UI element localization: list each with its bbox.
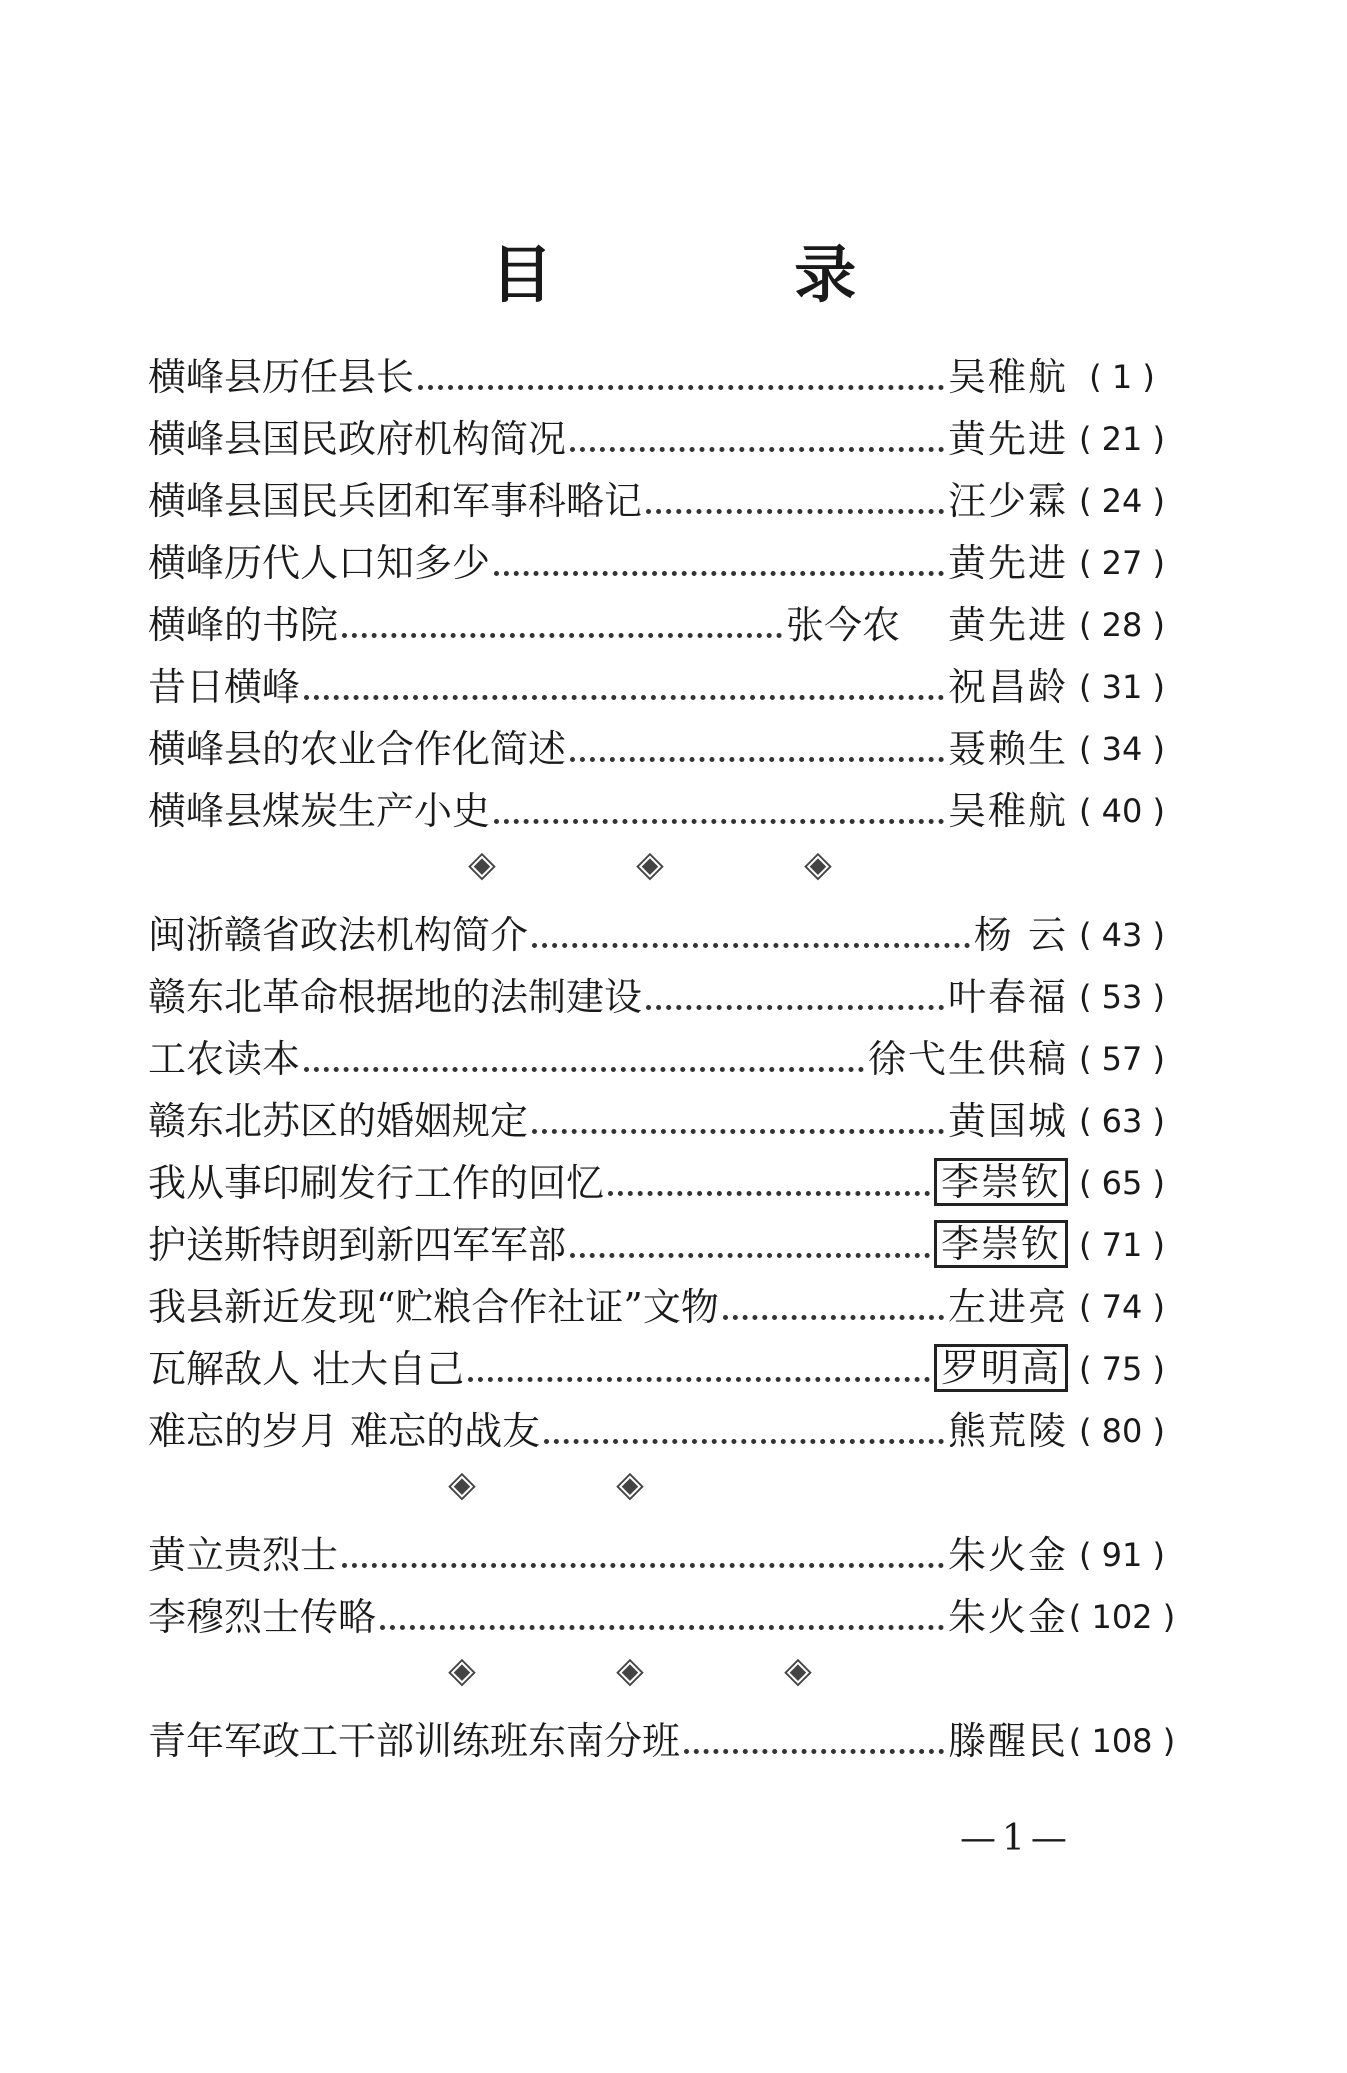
entry-page: ( 65 ) bbox=[1078, 1164, 1166, 1202]
entry-title: 横峰县的农业合作化简述 bbox=[148, 727, 567, 771]
entry-title: 瓦解敌人 壮大自己 bbox=[148, 1347, 465, 1391]
entry-page: ( 28 ) bbox=[1078, 606, 1166, 644]
toc-entry bbox=[148, 1144, 1176, 1206]
dot-leader bbox=[570, 1253, 930, 1258]
toc-entry bbox=[148, 1330, 1176, 1392]
entry-title: 横峰历代人口知多少 bbox=[148, 541, 491, 585]
toc-entry bbox=[148, 1206, 1176, 1268]
ornament-icon: ◈ bbox=[636, 844, 664, 885]
entry-page: ( 63 ) bbox=[1078, 1102, 1166, 1140]
entry-author: 朱火金 bbox=[947, 1533, 1068, 1577]
entry-title: 赣东北苏区的婚姻规定 bbox=[148, 1099, 529, 1143]
dot-leader bbox=[468, 1377, 930, 1382]
table-of-contents bbox=[148, 338, 1176, 1764]
section-separator bbox=[148, 1454, 1176, 1516]
entry-author: 黄先进 bbox=[947, 603, 1068, 647]
toc-entry bbox=[148, 462, 1176, 524]
entry-title: 李穆烈士传略 bbox=[148, 1595, 377, 1639]
dot-leader bbox=[532, 1129, 944, 1134]
entry-page: ( 57 ) bbox=[1078, 1040, 1166, 1078]
dot-leader bbox=[608, 1191, 930, 1196]
entry-page: ( 71 ) bbox=[1078, 1226, 1166, 1264]
entry-page: ( 108 ) bbox=[1068, 1722, 1176, 1760]
entry-title: 黄立贵烈士 bbox=[148, 1533, 339, 1577]
entry-author-boxed: 罗明高 bbox=[934, 1344, 1068, 1392]
entry-page: ( 102 ) bbox=[1068, 1598, 1176, 1636]
toc-entry bbox=[148, 1702, 1176, 1764]
toc-entry bbox=[148, 338, 1176, 400]
toc-entry bbox=[148, 1392, 1176, 1454]
entry-author: 黄国城 bbox=[947, 1099, 1068, 1143]
entry-title: 横峰的书院 bbox=[148, 603, 339, 647]
entry-title: 昔日横峰 bbox=[148, 665, 301, 709]
entry-page: ( 91 ) bbox=[1078, 1536, 1166, 1574]
entry-author: 吴稚航 bbox=[947, 789, 1068, 833]
entry-title: 工农读本 bbox=[148, 1037, 301, 1081]
section-separator bbox=[148, 834, 1176, 896]
dot-leader bbox=[380, 1625, 944, 1630]
toc-entry bbox=[148, 1516, 1176, 1578]
entry-page: ( 40 ) bbox=[1078, 792, 1166, 830]
entry-title: 横峰县国民兵团和军事科略记 bbox=[148, 479, 643, 523]
entry-author: 左进亮 bbox=[947, 1285, 1068, 1329]
entry-title: 横峰县煤炭生产小史 bbox=[148, 789, 491, 833]
dot-leader bbox=[532, 943, 970, 948]
entry-page: ( 75 ) bbox=[1078, 1350, 1166, 1388]
entry-author: 徐弋生供稿 bbox=[867, 1037, 1068, 1081]
dot-leader bbox=[544, 1439, 944, 1444]
entry-author: 黄先进 bbox=[947, 541, 1068, 585]
dot-leader bbox=[723, 1315, 944, 1320]
ornament-icon: ◈ bbox=[804, 844, 832, 885]
entry-author: 熊荒陵 bbox=[947, 1409, 1068, 1453]
dot-leader bbox=[646, 1005, 944, 1010]
ornament-icon: ◈ bbox=[616, 1650, 644, 1691]
dot-leader bbox=[342, 1563, 944, 1568]
page-number: —1— bbox=[960, 1818, 1073, 1859]
entry-author-boxed: 李崇钦 bbox=[934, 1158, 1068, 1206]
dot-leader bbox=[304, 695, 944, 700]
entry-page: ( 43 ) bbox=[1078, 916, 1166, 954]
entry-author: 汪少霖 bbox=[947, 479, 1068, 523]
entry-author: 聂赖生 bbox=[947, 727, 1068, 771]
ornament-icon: ◈ bbox=[448, 1464, 476, 1505]
toc-entry bbox=[148, 586, 1176, 648]
entry-title: 横峰县国民政府机构简况 bbox=[148, 417, 567, 461]
entry-co-author: 张今农 bbox=[785, 603, 900, 647]
entry-page: ( 74 ) bbox=[1078, 1288, 1166, 1326]
entry-author: 朱火金 bbox=[947, 1595, 1068, 1639]
entry-author: 杨 云 bbox=[973, 913, 1068, 957]
toc-entry bbox=[148, 896, 1176, 958]
toc-entry bbox=[148, 400, 1176, 462]
dot-leader bbox=[494, 819, 944, 824]
entry-page: ( 80 ) bbox=[1078, 1412, 1166, 1450]
toc-entry bbox=[148, 1082, 1176, 1144]
entry-author: 黄先进 bbox=[947, 417, 1068, 461]
dot-leader bbox=[418, 385, 944, 390]
toc-entry bbox=[148, 772, 1176, 834]
dot-leader bbox=[570, 757, 944, 762]
dot-leader bbox=[646, 509, 944, 514]
entry-title: 我从事印刷发行工作的回忆 bbox=[148, 1161, 605, 1205]
toc-entry bbox=[148, 524, 1176, 586]
entry-author: 叶春福 bbox=[947, 975, 1068, 1019]
entry-title: 横峰县历任县长 bbox=[148, 355, 415, 399]
toc-entry bbox=[148, 648, 1176, 710]
entry-page: ( 31 ) bbox=[1078, 668, 1166, 706]
entry-author: 祝昌龄 bbox=[947, 665, 1068, 709]
toc-entry bbox=[148, 710, 1176, 772]
entry-page: ( 27 ) bbox=[1078, 544, 1166, 582]
ornament-icon: ◈ bbox=[468, 844, 496, 885]
entry-author: 吴稚航 bbox=[947, 355, 1068, 399]
entry-page: ( 34 ) bbox=[1078, 730, 1166, 768]
entry-title: 我县新近发现“贮粮合作社证”文物 bbox=[148, 1285, 719, 1329]
entry-page: ( 53 ) bbox=[1078, 978, 1166, 1016]
dot-leader bbox=[304, 1067, 864, 1072]
dot-leader bbox=[684, 1749, 944, 1754]
entry-title: 闽浙赣省政法机构简介 bbox=[148, 913, 529, 957]
entry-title: 难忘的岁月 难忘的战友 bbox=[148, 1409, 541, 1453]
ornament-icon: ◈ bbox=[616, 1464, 644, 1505]
entry-author: 滕醒民 bbox=[947, 1719, 1068, 1763]
ornament-icon: ◈ bbox=[784, 1650, 812, 1691]
dot-leader bbox=[342, 633, 782, 638]
dot-leader bbox=[494, 571, 944, 576]
entry-page: ( 1 ) bbox=[1089, 358, 1155, 396]
toc-entry bbox=[148, 1578, 1176, 1640]
ornament-icon: ◈ bbox=[448, 1650, 476, 1691]
entry-title: 青年军政工干部训练班东南分班 bbox=[148, 1719, 681, 1763]
page-title: 目 录 bbox=[490, 238, 967, 311]
section-separator bbox=[148, 1640, 1176, 1702]
toc-entry bbox=[148, 1268, 1176, 1330]
entry-page: ( 21 ) bbox=[1078, 420, 1166, 458]
entry-title: 赣东北革命根据地的法制建设 bbox=[148, 975, 643, 1019]
entry-title: 护送斯特朗到新四军军部 bbox=[148, 1223, 567, 1267]
entry-page: ( 24 ) bbox=[1078, 482, 1166, 520]
dot-leader bbox=[570, 447, 944, 452]
toc-entry bbox=[148, 1020, 1176, 1082]
toc-entry bbox=[148, 958, 1176, 1020]
entry-author-boxed: 李崇钦 bbox=[934, 1220, 1068, 1268]
